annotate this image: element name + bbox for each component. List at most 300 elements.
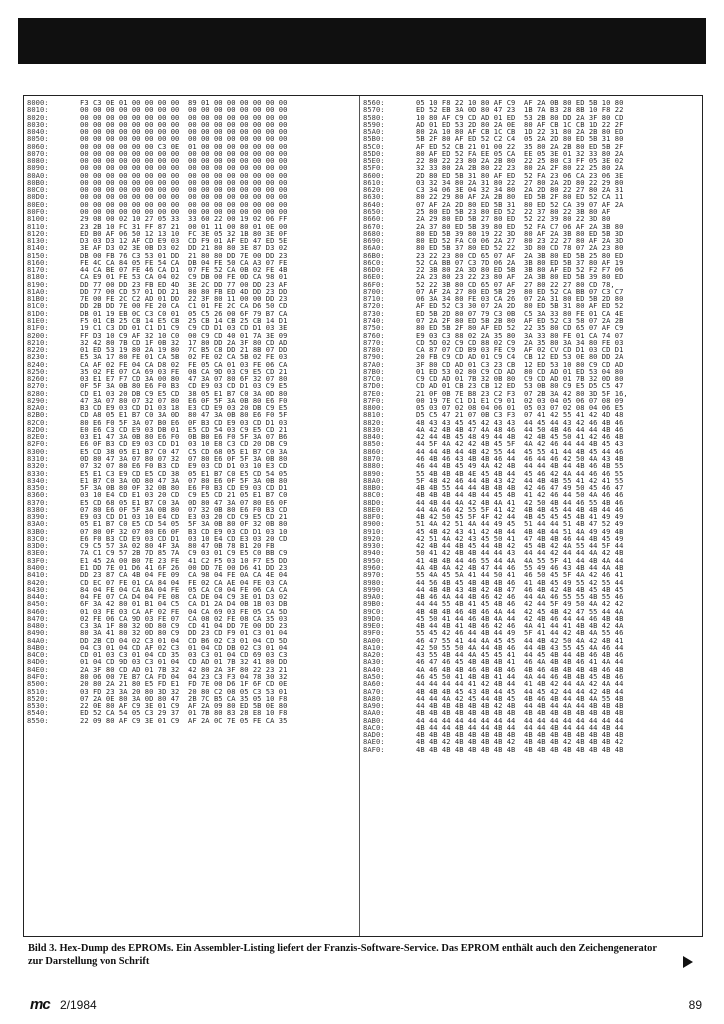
row-bytes: ED B0 AF 06 50 12 13 10 FC 3E 05 32 1B 80 3E 0F	[80, 228, 288, 238]
row-address: 8700:	[363, 286, 385, 296]
row-bytes: 46 45 50 41 4B 4B 41 44 4A 44 46 4B 4B 45 4B 46	[416, 671, 624, 681]
row-bytes: 35 02 FE 07 CA 69 03 FE 08 CA 9D 03 C9 E5 CD 21	[80, 366, 288, 376]
row-address: 87B0:	[363, 366, 385, 376]
row-bytes: C3 34 06 3E 04 32 34 80 2A 2D 80 22 27 80 2A 31	[416, 185, 624, 195]
hexdump-column-left	[27, 99, 365, 933]
row-address: 86F0:	[363, 279, 385, 289]
row-address: 87D0:	[363, 381, 385, 391]
row-address: 8330:	[27, 468, 49, 478]
row-address: 89D0:	[363, 613, 385, 623]
row-bytes: E1 45 2A 00 B0 7E 23 FE 41 C2 F5 03 10 F7 E5 DD	[80, 555, 288, 565]
row-bytes: 3F 80 CD AD 01 C3 23 CB 12 ED 53 10 80 C9 CD AD	[416, 359, 624, 369]
row-address: 8030:	[27, 119, 49, 129]
row-address: 88D0:	[363, 497, 385, 507]
row-bytes: 44 CA BE 07 FE 46 CA D1 07 FE 52 CA 0B 02 FE 4B	[80, 265, 288, 275]
row-address: 8950:	[363, 555, 385, 565]
row-address: 8320:	[27, 461, 49, 471]
row-address: 8AD0:	[363, 730, 385, 740]
row-bytes: 00 00 00 00 00 00 00 00 00 00 00 00 00 00 00 00	[80, 112, 288, 122]
row-address: 8850:	[363, 439, 385, 449]
hexdump-row	[363, 746, 701, 753]
row-bytes: 01 ED 53 19 80 2A 19 80 7C B5 C8 DD 21 8B 07 DD	[80, 345, 288, 355]
row-address: 83E0:	[27, 548, 49, 558]
row-bytes: 55 45 42 46 44 4B 44 49 5F 41 44 42 4B 4A 55 46	[416, 628, 624, 638]
row-bytes: 6F 3A 42 80 01 B1 04 C5 CA D1 2A D4 0B 1B 03 DB	[80, 599, 288, 609]
column-divider	[359, 96, 360, 936]
row-address: 8230:	[27, 352, 49, 362]
row-bytes: AF ED 52 CB 21 01 00 22 35 80 2A 2B 80 ED 5B 2F	[416, 141, 624, 151]
row-bytes: CD E1 03 20 DB C9 E5 CD 38 05 E1 B7 C0 3A 0D 80	[80, 388, 288, 398]
row-bytes: 22 80 22 23 80 2A 2B 80 22 25 80 C3 FF 05 3E 02	[416, 156, 624, 166]
hexdump-row	[27, 717, 365, 724]
row-bytes: 03 10 E4 CD E1 03 20 CD C9 E5 CD 21 05 E1 B7 C0	[80, 490, 288, 500]
row-address: 8A90:	[363, 701, 385, 711]
row-bytes: CD 5D 02 C9 CD 88 02 C9 2A 35 80 3A 34 80 FE 03	[416, 337, 624, 347]
row-bytes: 22 3B 80 2A 3D 80 ED 5B 3B 80 AF ED 52 F2 F7 06	[416, 265, 624, 275]
row-bytes: 42 51 4A 42 43 45 50 41 47 4B 4B 46 44 4B 45 49	[416, 533, 624, 543]
row-address: 82F0:	[27, 439, 49, 449]
row-address: 8590:	[363, 119, 385, 129]
row-bytes: E6 0F B3 CD E9 03 CD D1 03 10 E8 C3 CD 20 DB C9	[80, 439, 288, 449]
row-address: 8A40:	[363, 664, 385, 674]
row-address: 8040:	[27, 127, 49, 137]
row-bytes: 48 43 43 45 45 42 43 43 44 45 44 43 42 46 4B 46	[416, 417, 624, 427]
row-address: 8280:	[27, 388, 49, 398]
row-address: 8180:	[27, 272, 49, 282]
row-bytes: CD EC 07 FE 01 CA 84 04 FE 02 CA AE 04 FE 03 CA	[80, 577, 288, 587]
row-address: 8150:	[27, 250, 49, 260]
row-bytes: 4B 4B 42 4B 4B 4B 4B 42 4B 4B 4B 42 4B 4B 4B 42	[416, 737, 624, 747]
row-address: 8610:	[363, 177, 385, 187]
row-bytes: E9 03 CD D1 03 10 E4 CD E3 03 20 CD C9 E5 CD 21	[80, 512, 288, 522]
row-bytes: 80 E6 F0 5F 3A 07 B0 E6 0F B3 CD E9 03 CD D1 03	[80, 417, 288, 427]
row-bytes: 52 CA BB 07 C3 7D 06 2A 3B 80 ED 5B 37 80 AF 19	[416, 257, 624, 267]
row-address: 8210:	[27, 337, 49, 347]
row-address: 8380:	[27, 504, 49, 514]
row-address: 8500:	[27, 679, 49, 689]
row-bytes: 07 80 0F 32 07 80 E6 0F B3 CD E9 03 CD D1 03 10	[80, 526, 288, 536]
row-bytes: 00 00 00 00 00 00 00 00 00 00 00 00 00 00 00 00	[80, 119, 288, 129]
row-address: 87F0:	[363, 395, 385, 405]
row-bytes: 44 4A 46 42 55 5F 41 42 4B 4B 45 44 4B 4B 44 46	[416, 504, 624, 514]
row-address: 8890:	[363, 468, 385, 478]
row-address: 8AA0:	[363, 708, 385, 718]
row-address: 8490:	[27, 628, 49, 638]
row-bytes: 00 00 00 00 00 00 00 00 00 00 00 00 00 00 00 00	[80, 177, 288, 187]
row-address: 8930:	[363, 541, 385, 551]
row-bytes: 32 42 80 7B CD 1F 0B 32 17 80 DD 2A 3F 80 CD AD	[80, 337, 288, 347]
row-address: 8550:	[27, 715, 49, 725]
row-bytes: 22 0E 80 AF C9 3E 01 C9 AF 2A 09 80 ED 5B 0E 80	[80, 701, 288, 711]
row-bytes: 01 04 CD 9D 03 C3 01 04 CD AD 01 7B 32 41 80 DD	[80, 657, 288, 667]
row-address: 8440:	[27, 592, 49, 602]
row-bytes: FE 4C CA 84 05 FE 54 CA DB 04 FE 50 CA A3 07 FE	[80, 257, 288, 267]
row-bytes: 00 00 00 00 00 00 00 00 00 00 00 00 00 00 00 00	[80, 206, 288, 216]
row-address: 8770:	[363, 337, 385, 347]
row-bytes: 44 5F 4A 42 42 4B 45 5F 4A 42 46 44 44 4B 45 43	[416, 439, 624, 449]
row-address: 8970:	[363, 570, 385, 580]
row-address: 81B0:	[27, 294, 49, 304]
row-address: 8130:	[27, 236, 49, 246]
row-bytes: 03 E1 47 3A 0B 80 E6 F0 0B B0 E6 F0 5F 3A 07 B6	[80, 432, 288, 442]
row-bytes: E5 3A 17 80 FE 01 CA 5B 02 FE 02 CA 5B 02 FE 03	[80, 352, 288, 362]
row-bytes: 4A 46 4B 4B 46 4B 4B 46 4B 46 4B 4B 4B 4B 46 4B	[416, 664, 624, 674]
row-bytes: 4B 4B 4B 46 4B 46 4A 44 42 45 4B 42 47 55 44 4A	[416, 606, 624, 616]
row-address: 87A0:	[363, 359, 385, 369]
row-address: 87E0:	[363, 388, 385, 398]
row-address: 82D0:	[27, 424, 49, 434]
row-bytes: 45 4B 42 43 41 42 4B 44 4B 4B 44 51 4A 49 49 4B	[416, 526, 624, 536]
row-bytes: 51 4A 42 51 4A 44 49 45 51 44 44 51 4B 47 52 49	[416, 519, 624, 529]
row-address: 8660:	[363, 214, 385, 224]
row-address: 81D0:	[27, 308, 49, 318]
row-bytes: E9 03 C3 88 02 2A 35 80 3A 33 80 FE 01 CA 74 07	[416, 330, 624, 340]
row-bytes: DD 2B CD 04 02 C3 01 04 CD B6 02 C3 01 04 CD 5D	[80, 635, 288, 645]
row-address: 8640:	[363, 199, 385, 209]
row-bytes: 4B 4B 4B 4B 4B 4B 4B 4B 4B 4B 4B 4B 4B 4B 4B 4B	[416, 708, 624, 718]
row-address: 8990:	[363, 584, 385, 594]
row-address: 8000:	[27, 99, 49, 107]
row-address: 84C0:	[27, 650, 49, 660]
row-bytes: 01 ED 53 02 80 C9 CD AD 80 CD AD 01 ED 53 04 80	[416, 366, 624, 376]
row-bytes: 20 FB C9 CD AD 01 C9 C4 CB 12 ED 53 0E 80 DD 2A	[416, 352, 624, 362]
row-address: 80B0:	[27, 177, 49, 187]
row-bytes: 44 44 44 44 44 44 44 44 44 44 44 44 44 44 44 44	[416, 715, 624, 725]
row-address: 80F0:	[27, 206, 49, 216]
row-address: 86A0:	[363, 243, 385, 253]
row-bytes: 7E 00 FE 2C C2 AD 01 DD 22 3F 80 11 00 00 DD 23	[80, 294, 288, 304]
row-address: 8250:	[27, 366, 49, 376]
row-address: 8080:	[27, 156, 49, 166]
row-bytes: CD AD 01 CB 23 CB 12 ED 53 0B 80 C9 E5 D5 C5 47	[416, 381, 624, 391]
row-bytes: 55 4A 45 5A 41 44 50 41 46 50 45 5F 4A 42 46 41	[416, 570, 624, 580]
row-bytes: 2A 37 80 ED 5B 39 80 ED 52 FA C7 06 AF 2A 3B 80	[416, 221, 624, 231]
row-address: 8650:	[363, 206, 385, 216]
row-address: 8910:	[363, 526, 385, 536]
row-bytes: 5F 48 42 46 44 4B 43 42 44 4B 4B 55 41 42 41 55	[416, 475, 624, 485]
row-bytes: 50 41 42 4B 4B 44 44 43 44 44 42 44 44 4A 42 4B	[416, 548, 624, 558]
row-address: 86D0:	[363, 265, 385, 275]
row-bytes: 4B 4B 4B 45 43 4B 44 45 44 45 42 44 44 42 4B 44	[416, 686, 624, 696]
row-address: 84D0:	[27, 657, 49, 667]
row-address: 8AC0:	[363, 722, 385, 732]
row-address: 85D0:	[363, 148, 385, 158]
row-bytes: 44 4B 4B 4B 4B 4B 42 4B 44 4B 44 4A 44 4B 4B 4B	[416, 701, 624, 711]
row-address: 8860:	[363, 446, 385, 456]
row-address: 88B0:	[363, 483, 385, 493]
row-bytes: 4B 46 4A 44 4B 46 42 46 44 4A 46 55 55 4B 55 46	[416, 592, 624, 602]
row-address: 8430:	[27, 584, 49, 594]
row-address: 8270:	[27, 381, 49, 391]
row-bytes: 00 00 00 00 00 00 00 00 00 00 00 00 00 00 00 00	[80, 134, 288, 144]
row-bytes: 00 00 00 00 00 00 00 00 00 00 00 00 00 00 00 00	[80, 163, 288, 173]
row-address: 85B0:	[363, 134, 385, 144]
row-address: 81E0:	[27, 315, 49, 325]
row-bytes: C9 CD AD 01 7B 32 0B 80 C9 CD AD 01 7B 32 0D 80	[416, 374, 624, 384]
row-address: 8A70:	[363, 686, 385, 696]
row-bytes: E0 E6 C3 CD E9 03 DB 01 E5 CD 54 03 C9 E5 CD 21	[80, 424, 288, 434]
row-address: 80A0:	[27, 170, 49, 180]
row-bytes: 80 3A 41 80 32 0D 80 C9 DD 23 CD F9 01 C3 01 04	[80, 628, 288, 638]
row-address: 8100:	[27, 214, 49, 224]
row-address: 85E0:	[363, 156, 385, 166]
row-bytes: 07 32 07 80 E6 F0 B3 CD E9 03 CD D1 03 10 E3 CD	[80, 461, 288, 471]
row-bytes: 41 4B 4B 44 46 55 44 4A 4A 55 5F 41 44 4B 4A 44	[416, 555, 624, 565]
row-bytes: 00 00 00 00 00 00 00 00 00 00 00 00 00 00 00 00	[80, 199, 288, 209]
row-address: 8300:	[27, 446, 49, 456]
row-bytes: 19 C1 C3 DD 01 C1 D1 C9 C9 CD D1 03 CD D1 03 3E	[80, 323, 288, 333]
row-address: 8200:	[27, 330, 49, 340]
row-address: 8620:	[363, 185, 385, 195]
row-bytes: 80 ED 52 FA C0 06 2A 27 80 23 22 27 80 AF 2A 3D	[416, 236, 624, 246]
header-black-bar	[18, 18, 706, 64]
row-address: 8220:	[27, 345, 49, 355]
row-bytes: 00 19 7E C1 D1 E1 C9 01 02 03 04 05 06 07 08 09	[416, 395, 624, 405]
row-address: 8780:	[363, 345, 385, 355]
row-bytes: 2A 23 80 23 22 23 80 AF 2A 3B 80 ED 5B 39 80 ED	[416, 272, 624, 282]
row-bytes: 0D 80 47 3A 07 80 07 32 07 80 E6 0F 5F 3A 0B 80	[80, 454, 288, 464]
row-bytes: E5 E1 C3 E9 CD E5 CD 38 05 E1 B7 C0 E5 CD 54 05	[80, 468, 288, 478]
row-bytes: 07 2A 0E 80 3A 0D 80 47 2B 7C B5 CA 35 05 10 F8	[80, 693, 288, 703]
row-bytes: DB 01 19 EB 0C C3 C0 01 05 C5 26 00 6F 79 B7 CA	[80, 308, 288, 318]
row-bytes: 00 00 00 00 00 00 00 00 00 00 00 00 00 00 00 00	[80, 127, 288, 137]
row-address: 8940:	[363, 548, 385, 558]
row-bytes: 80 22 29 80 AF 2A 2B 80 ED 5B 2F 80 ED 52 CA 11	[416, 192, 624, 202]
row-address: 8580:	[363, 112, 385, 122]
magazine-logo: mc	[30, 996, 50, 1013]
row-address: 86B0:	[363, 250, 385, 260]
row-address: 8820:	[363, 417, 385, 427]
row-address: 84E0:	[27, 664, 49, 674]
row-address: 88E0:	[363, 504, 385, 514]
row-bytes: 07 2A 2F 80 ED 5B 2B 80 AF ED 52 C3 58 07 2A 2B	[416, 315, 624, 325]
row-bytes: 03 32 34 80 2A 31 80 22 27 80 2A 2D 80 22 29 80	[416, 177, 624, 187]
row-address: 8960:	[363, 563, 385, 572]
hexdump-listing	[23, 95, 703, 937]
row-address: 8370:	[27, 497, 49, 507]
row-address: 8560:	[363, 99, 385, 107]
row-bytes: F5 01 CB 25 CB 14 E5 CB 25 CB 14 CB 25 CB 14 D1	[80, 315, 288, 325]
row-address: 83C0:	[27, 533, 49, 543]
row-address: 8A60:	[363, 679, 385, 689]
row-bytes: 00 00 00 00 00 00 00 00 00 00 00 00 00 00 00 00	[80, 192, 288, 202]
row-address: 8360:	[27, 490, 49, 500]
hexdump-column-right	[363, 99, 701, 933]
row-bytes: 00 00 00 00 00 00 00 00 00 00 00 00 00 00 00 00	[80, 170, 288, 180]
row-address: 8260:	[27, 374, 49, 384]
row-address: 8240:	[27, 359, 49, 369]
row-bytes: 45 50 41 44 46 4B 4A 44 42 4B 46 44 44 46 4B 4B	[416, 613, 624, 623]
row-address: 88F0:	[363, 512, 385, 522]
row-bytes: 46 4B 46 43 4B 4B 46 44 46 44 46 42 50 4A 43 4B	[416, 454, 624, 464]
row-bytes: 01 03 FE 03 CA AF 02 FE 04 CA 69 03 FE 05 CA 5D	[80, 606, 288, 616]
row-bytes: 4B 44 44 4B 44 44 4B 44 44 44 4B 44 44 44 4B 44	[416, 722, 624, 732]
row-address: 8710:	[363, 294, 385, 304]
row-address: 8160:	[27, 257, 49, 267]
row-address: 8A10:	[363, 642, 385, 652]
row-bytes: 44 44 55 4B 41 45 4B 46 42 44 5F 49 50 4A 42 42	[416, 599, 624, 609]
row-address: 8070:	[27, 148, 49, 158]
row-bytes: 2A 3F 80 CD AD 01 7B 32 42 80 2A 3F 80 22 23 21	[80, 664, 288, 674]
row-address: 8400:	[27, 563, 49, 572]
row-bytes: 46 47 55 41 44 4A 45 45 44 4B 42 50 4A 42 4B 41	[416, 635, 624, 645]
row-address: 82A0:	[27, 403, 49, 413]
row-address: 8800:	[363, 403, 385, 413]
row-address: 89C0:	[363, 606, 385, 616]
row-bytes: C3 3A 1F 80 32 0D 80 C9 CD 41 04 DD 7E 00 DD 23	[80, 621, 288, 631]
row-bytes: 52 22 3B 80 CD 65 07 AF 27 80 22 27 80 CD 78,	[416, 279, 615, 289]
row-address: 86E0:	[363, 272, 385, 282]
row-address: 89E0:	[363, 621, 385, 631]
row-bytes: 44 44 44 44 41 42 4B 44 41 4B 42 44 4A 42 4A 44	[416, 679, 624, 689]
row-address: 8530:	[27, 701, 49, 711]
row-address: 8090:	[27, 163, 49, 173]
row-bytes: 80 2A 10 80 AF CB 1C CB 1D 22 31 80 2A 2B 80 ED	[416, 127, 624, 137]
row-bytes: D5 C5 47 21 07 0B C3 F3 07 41 42 55 41 42 4D 48	[416, 410, 624, 420]
row-bytes: E1 DD 7E 01 D6 41 6F 26 00 DD 7E 00 D6 41 DD 23	[80, 563, 288, 572]
row-bytes: 4B 4B 55 44 44 4B 4B 4B 42 46 47 49 50 45 46 47	[416, 483, 624, 493]
row-bytes: 80 AF ED 52 FA EE 05 CA EE 05 3E 01 32 33 80 2A	[416, 148, 624, 158]
row-address: 8840:	[363, 432, 385, 442]
row-bytes: 05 E1 B7 C0 E5 CD 54 05 5F 3A 0B 80 0F 32 0B 80	[80, 519, 288, 529]
row-bytes: 0F 5F 3A 0B 80 E6 F0 B3 CD E9 03 CD D1 03 C9 E5	[80, 381, 288, 391]
row-address: 8050:	[27, 134, 49, 144]
row-bytes: 03 E1 E7 F7 CD 3A 00 80 47 3A 07 80 6F 32 07 80	[80, 374, 288, 384]
row-address: 8120:	[27, 228, 49, 238]
figure-caption: Bild 3. Hex-Dump des EPROMs. Ein Assembler-Listing liefert der Franzis-Software-Service. Das EPROM enthält auch den Zeichengenerator zur Darstellung von Schrift	[28, 943, 657, 967]
row-bytes: 5F 3A 0B 80 0F 32 0B 80 E6 F0 B3 CD E9 03 CD D1	[80, 483, 288, 493]
row-address: 89F0:	[363, 628, 385, 638]
row-bytes: 84 04 FE 04 CA BA 04 FE 05 CA C0 04 FE 06 CA CA	[80, 584, 288, 594]
row-address: 81C0:	[27, 301, 49, 311]
row-address: 85F0:	[363, 163, 385, 173]
row-address: 8340:	[27, 475, 49, 485]
row-bytes: 4A 42 4B 4B 47 4A 48 46 44 50 4B 46 44 44 4B 46	[416, 424, 624, 434]
row-bytes: 44 4B 4B 43 4B 42 4B 47 46 4B 42 4B 4B 45 4B 45	[416, 584, 624, 594]
row-address: 89A0:	[363, 592, 385, 602]
continue-arrow-icon	[683, 956, 693, 968]
row-address: 8020:	[27, 112, 49, 122]
row-bytes: 20 80 2A 21 80 E5 FD E1 FD 7E 00 D6 1F 6F CD 0E	[80, 679, 288, 689]
issue-number: 2/1984	[60, 998, 97, 1012]
row-address: 8540:	[27, 708, 49, 718]
row-address: 8310:	[27, 454, 49, 464]
row-bytes: 00 00 00 00 00 00 00 00 00 00 00 00 00 00 00 00	[80, 156, 288, 166]
row-bytes: AF ED 52 C3 30 07 2A 2D 80 ED 5B 31 80 AF ED 52	[416, 301, 624, 311]
row-address: 8010:	[27, 105, 49, 115]
row-address: 8740:	[363, 315, 385, 325]
row-bytes: DD 77 00 DD 23 FB ED 4D 3E 2C DD 77 00 DD 23 AF	[80, 279, 288, 289]
row-address: 83B0:	[27, 526, 49, 536]
row-address: 8790:	[363, 352, 385, 362]
row-bytes: 55 4B 4B 4B 4E 45 4B 44 45 46 42 4A 44 46 46 55	[416, 468, 624, 478]
row-bytes: 04 FE 07 CA D4 04 FE 08 CA DE 04 C9 3E 01 D3 02	[80, 592, 288, 602]
row-bytes: E5 CD 68 05 E1 B7 C0 3A 0D 80 47 3A 07 80 E6 0F	[80, 497, 288, 507]
row-bytes: DD 77 00 CD 57 01 DD 21 80 80 FB ED 4D DD 23 DD	[80, 286, 288, 296]
row-bytes: 4B 4B 4B 4B 4B 4B 4B 4B 4B 4B 4B 4B 4B 4B 4B 4B	[416, 744, 624, 754]
row-bytes: F3 C3 0E 01 00 00 00 00 89 01 00 00 00 00 00 00	[80, 99, 288, 107]
row-address: 80C0:	[27, 185, 49, 195]
row-bytes: C9 C5 57 3A 02 80 4F 3A 80 47 0B 78 B1 20 FB	[80, 541, 275, 551]
row-address: 8AE0:	[363, 737, 385, 747]
row-bytes: CD A8 05 E1 B7 C0 3A 0D 80 47 3A 0B 80 E6 F0 5F	[80, 410, 288, 420]
row-address: 88C0:	[363, 490, 385, 500]
row-bytes: 07 80 E6 0F 5F 3A 0B 80 07 32 0B 80 E6 F0 B3 CD	[80, 504, 288, 514]
page-number: 89	[688, 998, 702, 1012]
row-address: 8480:	[27, 621, 49, 631]
row-address: 88A0:	[363, 475, 385, 485]
row-address: 8670:	[363, 221, 385, 231]
row-address: 8570:	[363, 105, 385, 115]
row-bytes: 03 FD 23 3A 20 80 3D 32 20 80 C2 08 05 C3 53 01	[80, 686, 288, 696]
row-bytes: 43 55 4B 44 4A 45 45 41 44 45 4B 44 4B 46 4B 46	[416, 650, 624, 660]
row-bytes: 2D 80 ED 5B 31 80 AF ED 52 FA 23 06 CA 23 06 3E	[416, 170, 624, 180]
row-address: 8390:	[27, 512, 49, 522]
row-address: 8980:	[363, 577, 385, 587]
row-bytes: 44 56 4B 45 4B 4B 4B 46 41 4B 45 49 55 42 55 44	[416, 577, 624, 587]
row-address: 8A80:	[363, 693, 385, 703]
row-bytes: 25 80 ED 5B 23 80 ED 52 22 37 80 22 3B 80 AF	[416, 206, 611, 216]
row-address: 89B0:	[363, 599, 385, 609]
row-bytes: 23 2B 10 FC 31 FF 87 21 00 01 11 00 80 01 0E 00	[80, 221, 288, 231]
row-address: 85C0:	[363, 141, 385, 151]
row-bytes: 4B 4B 4B 44 4B 44 45 4B 41 42 46 44 50 4A 46 46	[416, 490, 624, 500]
row-bytes: 07 AF 2A 2D 80 ED 5B 31 80 ED 52 CA 39 07 AF 2A	[416, 199, 624, 209]
row-address: 8420:	[27, 577, 49, 587]
row-bytes: E5 CD 38 05 E1 B7 C0 47 C5 CD 68 05 E1 B7 C0 3A	[80, 446, 288, 456]
row-bytes: 00 00 00 00 00 00 C3 0E 01 00 00 00 00 00 00 00	[80, 141, 288, 151]
row-bytes: D3 03 D3 12 AF CD E9 03 CD F9 01 AF ED 47 ED 5E	[80, 236, 288, 246]
row-address: 8830:	[363, 424, 385, 434]
row-address: 8290:	[27, 395, 49, 405]
row-bytes: FF D3 10 C9 AF 32 10 C0 00 C9 CD 40 01 7A 3E 09	[80, 330, 288, 340]
row-bytes: 10 80 AF C9 CD AD 01 ED 53 2B 80 DD 2A 3F 80 CD	[416, 112, 624, 122]
row-address: 8810:	[363, 410, 385, 420]
row-bytes: 46 47 46 45 4B 4B 4B 41 46 4A 4B 4B 46 41 4A 44	[416, 657, 624, 667]
row-address: 80D0:	[27, 192, 49, 202]
row-bytes: 21 0F 0B 7E B8 23 C2 F3 07 2B 3A 42 80 3D 5F 16,	[416, 388, 628, 398]
row-bytes: 00 00 00 00 00 00 00 00 00 00 00 00 00 00 00 00	[80, 185, 288, 195]
row-address: 83A0:	[27, 519, 49, 529]
row-address: 8880:	[363, 461, 385, 471]
row-address: 8A00:	[363, 635, 385, 645]
row-address: 82B0:	[27, 410, 49, 420]
row-address: 8A50:	[363, 671, 385, 681]
row-address: 8470:	[27, 613, 49, 623]
row-address: 87C0:	[363, 374, 385, 384]
row-address: 8730:	[363, 308, 385, 318]
row-bytes: 44 4B 44 4A 42 4B 4A 41 42 50 4B 44 46 55 4B 46	[416, 497, 624, 507]
row-address: 8460:	[27, 606, 49, 616]
row-bytes: 23 22 23 80 CD 65 07 AF 2A 3B 80 ED 5B 25 80 ED	[416, 250, 624, 260]
row-bytes: 4B 4B 4B 4B 4B 4B 4B 4B 4B 4B 4B 4B 4B 4B 4B 4B	[416, 730, 624, 740]
row-address: 82E0:	[27, 432, 49, 442]
row-address: 8510:	[27, 686, 49, 696]
row-bytes: 32 33 80 2A 2B 80 22 23 80 2A 2F 80 22 25 80 2A	[416, 163, 624, 173]
row-address: 8190:	[27, 279, 49, 289]
row-bytes: 00 00 00 00 00 00 00 00 00 00 00 00 00 00 00 00	[80, 105, 288, 115]
row-address: 8A30:	[363, 657, 385, 667]
row-bytes: 5B 2F 80 AF ED 52 C2 C4 05 2A 2D 80 ED 5B 31 80	[416, 134, 624, 144]
row-bytes: ED 52 EB 3A 0D 80 47 23 1B 7A B3 28 8B 10 F8 22	[416, 105, 624, 115]
row-bytes: DD 23 87 CA 4B 04 FE 09 CA 98 04 FE 0A CA 4E 04	[80, 570, 288, 580]
row-bytes: 80 ED 5B 37 80 ED 52 22 3D 80 CD 78 07 2A 23 80	[416, 243, 624, 253]
row-bytes: 80 ED 5B 39 80 19 22 3D 80 AF 2A 3B 80 ED 5B 3D	[416, 228, 624, 238]
row-bytes: B3 CD E9 03 CD D1 03 18 E3 CD E9 03 20 DB C9 E5	[80, 403, 288, 413]
row-bytes: 44 44 4B 44 4B 42 55 44 45 55 41 44 4B 45 44 46	[416, 446, 624, 456]
row-address: 82C0:	[27, 417, 49, 427]
row-bytes: 47 3A 07 80 07 32 07 80 E6 0F 5F 3A 0B 80 E6 F0	[80, 395, 288, 405]
